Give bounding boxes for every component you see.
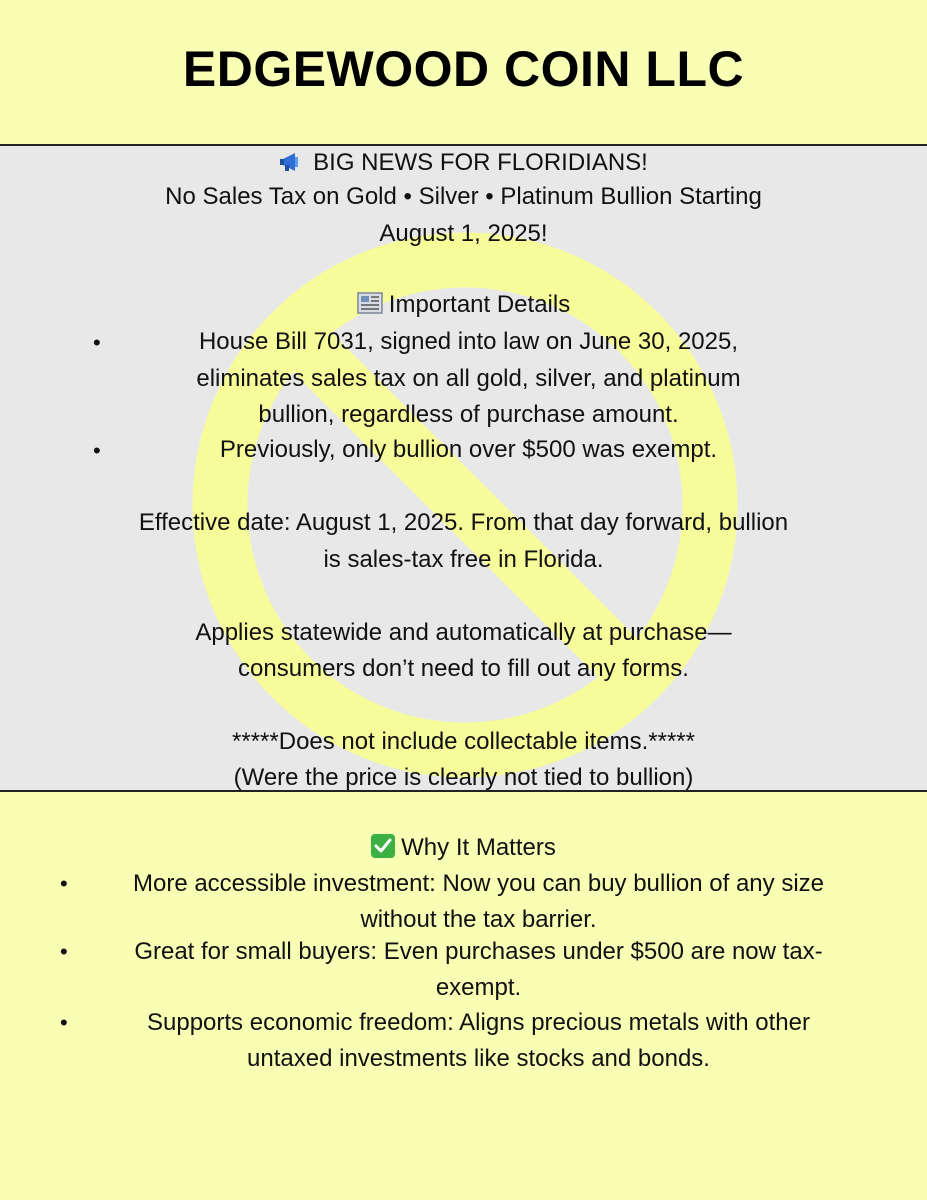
- bullet-dot: •: [60, 871, 68, 896]
- header: [0, 0, 927, 144]
- page-title: EDGEWOOD COIN LLC: [182, 41, 745, 97]
- details-bullet-1-line-3: bullion, regardless of purchase amount.: [258, 401, 679, 428]
- applies-line-1: Applies statewide and automatically at purchase—: [195, 619, 732, 646]
- bullet-dot: •: [93, 330, 101, 355]
- why-bullet-1-line-2: without the tax barrier.: [360, 906, 597, 933]
- check-mark-icon: [371, 833, 395, 869]
- details-bullet-1-line-1: House Bill 7031, signed into law on June 30, 2025,: [198, 328, 739, 355]
- announcement-line-1: No Sales Tax on Gold • Silver • Platinum Bullion Starting: [165, 183, 762, 210]
- note-line-2: (Were the price is clearly not tied to bullion): [233, 764, 694, 791]
- note-line-1: *****Does not include collectable items.*****: [232, 728, 695, 755]
- effective-line-2: is sales-tax free in Florida.: [323, 546, 604, 573]
- newspaper-icon: [357, 290, 383, 326]
- why-bullet-1-line-1: More accessible investment: Now you can buy bullion of any size: [132, 870, 824, 897]
- bullet-dot: •: [60, 939, 68, 964]
- announcement-headline: BIG NEWS FOR FLORIDIANS!: [0, 145, 927, 184]
- why-bullet-3-line-2: untaxed investments like stocks and bonds.: [247, 1045, 710, 1072]
- applies-line-2: consumers don’t need to fill out any forms.: [238, 655, 689, 682]
- why-bullet-2-line-2: exempt.: [435, 974, 522, 1001]
- why-bullet-3-line-1: Supports economic freedom: Aligns precious metals with other: [147, 1009, 810, 1036]
- bullet-dot: •: [93, 438, 101, 463]
- details-bullet-1-line-2: eliminates sales tax on all gold, silver, and platinum: [196, 365, 741, 392]
- announcement-line-2: August 1, 2025!: [379, 220, 548, 247]
- why-bullet-2-line-1: Great for small buyers: Even purchases under $500 are now tax-: [134, 938, 823, 965]
- details-heading: Important Details: [0, 287, 927, 326]
- details-bullet-2-line-1: Previously, only bullion over $500 was exempt.: [219, 436, 718, 463]
- why-heading: Why It Matters: [0, 830, 927, 869]
- bullet-dot: •: [60, 1010, 68, 1035]
- effective-line-1: Effective date: August 1, 2025. From that day forward, bullion: [138, 509, 789, 536]
